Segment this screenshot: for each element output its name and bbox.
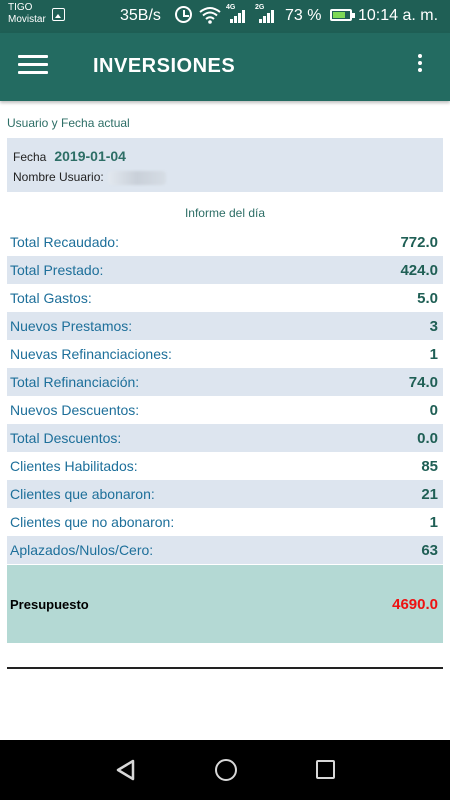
status-bar [0,0,450,33]
date-value: 2019-01-04 [54,148,126,164]
budget-label: Presupuesto [10,596,89,612]
username-blurred [108,171,166,185]
row-label: Aplazados/Nulos/Cero: [10,542,154,558]
alarm-icon [175,6,192,23]
battery-percent: 73 % [285,7,322,24]
report-row [7,396,443,424]
row-value: 5.0 [417,289,438,307]
date-label: Fecha [13,150,47,164]
report-row [7,340,443,368]
budget-box [7,565,443,643]
wifi-icon [199,6,221,24]
divider [7,667,443,669]
row-label: Clientes que abonaron: [10,486,155,502]
report-row [7,480,443,508]
row-label: Clientes que no abonaron: [10,514,175,530]
date-row [13,148,126,164]
row-label: Total Refinanciación: [10,374,140,390]
row-value: 1 [429,345,438,363]
report-row [7,256,443,284]
username-row [13,170,166,185]
home-icon[interactable] [215,759,237,781]
row-value: 424.0 [400,261,438,279]
clock: 10:14 a. m. [358,7,439,24]
user-info-box [7,138,443,192]
signal-icon [230,9,245,23]
row-value: 0 [429,401,438,419]
row-value: 21 [421,485,438,503]
hamburger-menu-icon[interactable] [18,55,50,79]
more-vertical-icon[interactable] [410,51,430,83]
network-type-1: 4G [226,4,236,11]
row-value: 3 [429,317,438,335]
row-label: Clientes Habilitados: [10,458,138,474]
row-label: Nuevas Refinanciaciones: [10,346,172,362]
app-bar [0,33,450,101]
row-label: Total Gastos: [10,290,92,306]
recents-icon[interactable] [316,760,335,779]
back-icon[interactable] [115,759,137,781]
battery-charging-icon [330,9,352,21]
report-row [7,452,443,480]
report-row [7,312,443,340]
row-label: Total Descuentos: [10,430,122,446]
row-label: Total Prestado: [10,262,104,278]
row-value: 74.0 [408,373,438,391]
report-caption: Informe del día [184,206,266,220]
app-title: INVERSIONES [93,55,236,77]
report-row [7,508,443,536]
report-row [7,536,443,564]
row-label: Nuevos Descuentos: [10,402,140,418]
row-value: 772.0 [400,233,438,251]
report-row [7,368,443,396]
report-list [7,228,443,564]
budget-value: 4690.0 [392,595,438,613]
report-row [7,284,443,312]
row-value: 63 [421,541,438,559]
network-speed: 35B/s [120,7,161,24]
carrier-names [8,2,46,26]
report-row [7,424,443,452]
carrier-2: Movistar [8,14,46,25]
row-label: Nuevos Prestamos: [10,318,133,334]
network-type-2: 2G [255,4,265,11]
username-label: Nombre Usuario: [13,170,104,184]
row-label: Total Recaudado: [10,234,119,250]
carrier-1: TIGO [8,2,33,13]
report-row [7,228,443,256]
row-value: 0.0 [417,429,438,447]
image-icon [52,8,65,21]
user-date-caption: Usuario y Fecha actual [7,116,130,130]
row-value: 85 [421,457,438,475]
navigation-bar [0,740,450,800]
row-value: 1 [429,513,438,531]
signal-icon [259,9,274,23]
